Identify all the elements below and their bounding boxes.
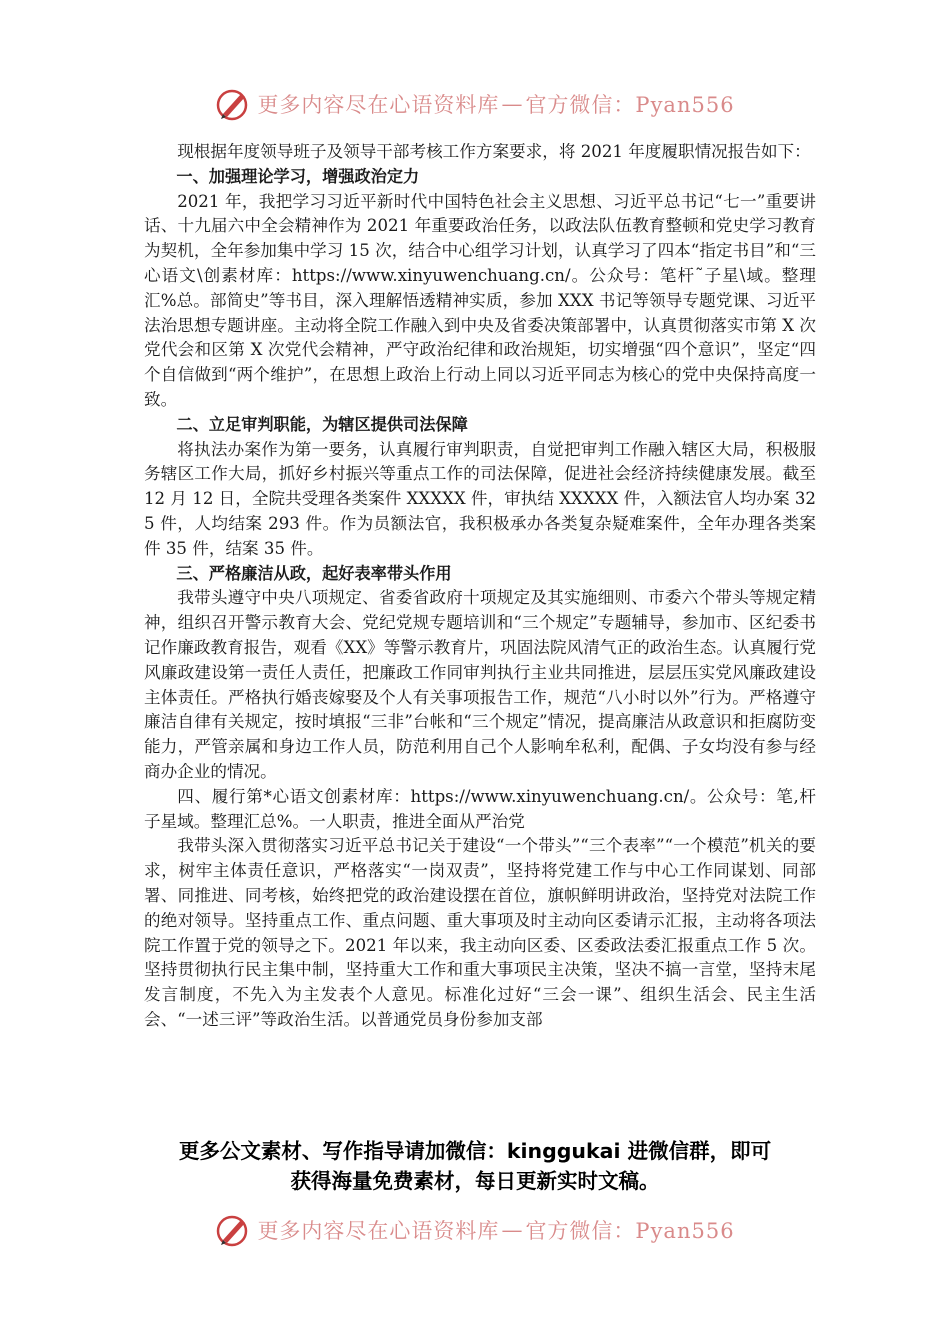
paragraph-section-2: 将执法办案作为第一要务，认真履行审判职责，自觉把审判工作融入辖区大局，积极服务辖区工作大局，抓好乡村振兴等重点工作的司法保障，促进社会经济持续健康发展。截至 12 月 12 日，全院共受理各类案件 XXXXX 件，审执结 XXXXX 件，入额法官人均办案 325 件，人均结案 293 件。作为员额法官，我积极承办各类复杂疑难案件，全年办理各类案件 35 件，结案 35 件。: [144, 439, 816, 558]
header-banner[interactable]: [0, 82, 950, 126]
banner-contact: 官方微信：Pyan556: [525, 93, 735, 117]
section-heading-3: 三、严格廉洁从政，起好表率带头作用: [176, 563, 452, 583]
paragraph-section-3: 我带头遵守中央八项规定、省委省政府十项规定及其实施细则、市委六个带头等规定精神，组织召开警示教育大会、党纪党规专题培训和“三个规定”专题辅导，参加市、区纪委书记作廉政教育报告，观看《XX》等警示教育片，巩固法院风清气正的政治生态。认真履行党风廉政建设第一责任人责任，把廉政工作同审判执行主业共同推进，层层压实党风廉政建设主体责任。严格执行婚丧嫁娶及个人有关事项报告工作，规范“八小时以外”行为。严格遵守廉洁自律有关规定，按时填报“三非”台帐和“三个规定”情况，提高廉洁从政意识和拒腐防变能力，严管亲属和身边工作人员，防范利用自己个人影响牟私利，配偶、子女均没有参与经商办企业的情况。: [144, 588, 816, 781]
banner-contact: 官方微信：Pyan556: [525, 1219, 735, 1243]
paragraph-section-4: 我带头深入贯彻落实习近平总书记关于建设“一个带头”“三个表率”“一个模范”机关的要求，树牢主体责任意识，严格落实“一岗双责”，坚持将党建工作与中心工作同谋划、同部署、同推进、同考核，始终把党的政治建设摆在首位，旗帜鲜明讲政治，坚持党对法院工作的绝对领导。坚持重点工作、重点问题、重大事项及时主动向区委请示汇报，主动将各项法院工作置于党的领导之下。2021 年以来，我主动向区委、区委政法委汇报重点工作 5 次。坚持贯彻执行民主集中制，坚持重大工作和重大事项民主决策，坚决不搞一言堂，坚持末尾发言制度，不先入为主发表个人意见。标准化过好“三会一课”、组织生活会、民主生活会、“一述三评”等政治生活。以普通党员身份参加支部: [144, 836, 816, 1029]
section-heading-4: 四、履行第*心语文创素材库：https://www.xinyuwenchuang.cn/。公众号：笔,杆子星域。整理汇总%。一人职责，推进全面从严治党: [144, 786, 816, 831]
paragraph-section-1: 2021 年，我把学习习近平新时代中国特色社会主义思想、习近平总书记“七一”重要讲话、十九届六中全会精神作为 2021 年重要政治任务，以政法队伍教育整顿和党史学习教育为契机，全年参加集中学习 15 次，结合中心组学习计划，认真学习了四本“指定书目”和“三心语文\创素材库：https://www.xinyuwenchuang.cn/。公众号：笔杆˜子星\域。整理汇%总。部简史”等书目，深入理解悟透精神实质，参加 XXX 书记等领导专题党课、习近平法治思想专题讲座。主动将全院工作融入到中央及省委决策部署中，认真贯彻落实市第 X 次党代会和区第 X 次党代会精神，严守政治纪律和政治规矩，切实增强“四个意识”，坚定“四个自信做到“两个维护”，在思想上政治上行动上同以习近平同志为核心的党中央保持高度一致。: [144, 191, 816, 409]
banner-separator: —: [501, 92, 524, 116]
section-heading-2: 二、立足审判职能，为辖区提供司法保障: [176, 414, 468, 434]
banner-separator: —: [501, 1218, 524, 1242]
pen-logo-icon: [215, 86, 251, 122]
banner-brand: 更多内容尽在心语资料库: [257, 1219, 500, 1243]
promo-line-2: 获得海量免费素材，每日更新实时文稿。: [290, 1169, 660, 1193]
promo-footer-note: [0, 1136, 950, 1196]
pen-logo-icon: [215, 1212, 251, 1248]
promo-line-1: 更多公文素材、写作指导请加微信：kinggukai 进微信群，即可: [178, 1139, 772, 1163]
footer-banner[interactable]: [0, 1208, 950, 1252]
report-body: [144, 140, 816, 1033]
banner-brand: 更多内容尽在心语资料库: [257, 93, 500, 117]
section-heading-1: 一、加强理论学习，增强政治定力: [176, 166, 420, 186]
paragraph-intro: 现根据年度领导班子及领导干部考核工作方案要求，将 2021 年度履职情况报告如下：: [177, 142, 811, 161]
